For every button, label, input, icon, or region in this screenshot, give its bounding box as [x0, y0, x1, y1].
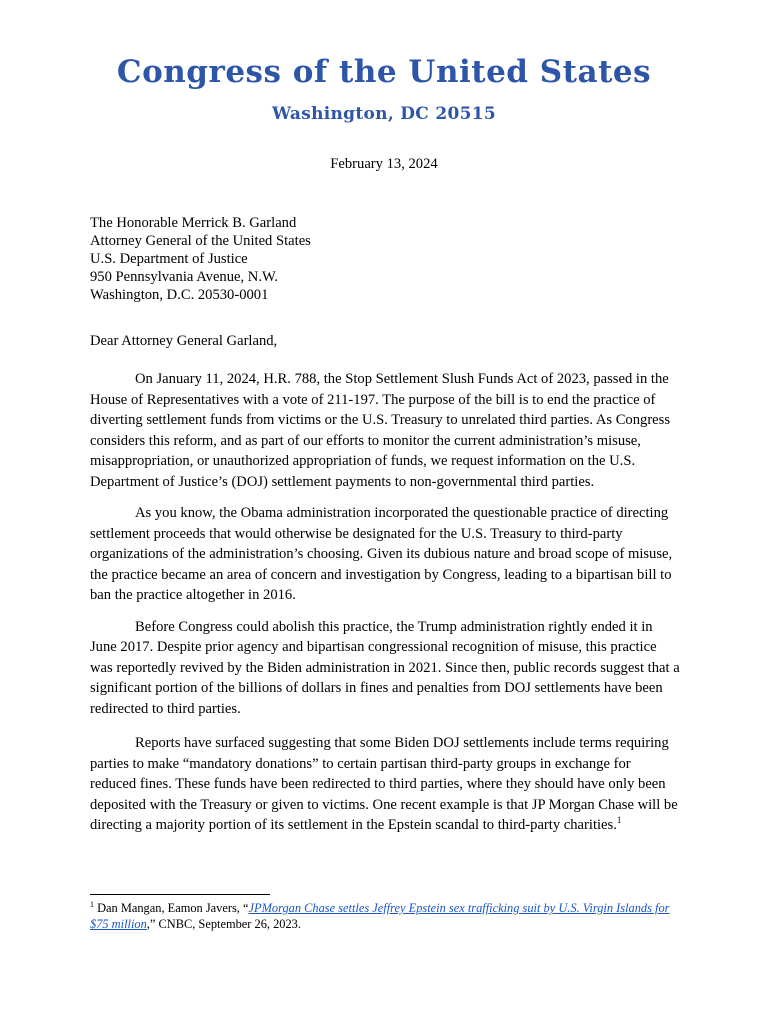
recipient-line: U.S. Department of Justice [90, 251, 248, 267]
body-paragraph: Before Congress could abolish this practice, the Trump administration rightly ended it in June 2017. Despite prior agency and bipartisan congressional recognition of misuse, this practice was reportedly revived by the Biden administration in 2021. Since then, public records suggest that a significant portion of the billions of dollars in fines and penalties from DOJ settlements have been redirected to third parties. [90, 618, 680, 717]
recipient-line: 950 Pennsylvania Avenue, N.W. [90, 269, 279, 285]
body-paragraph: Reports have surfaced suggesting that some Biden DOJ settlements include terms requiring parties to make “mandatory donations” to certain partisan third-party groups in exchange for reduced fines. These funds have been redirected to third parties, where they should have only been deposited with the Treasury or given to victims. One recent example is that JP Morgan Chase will be directing a majority portion of its settlement in the Epstein scandal to third-party charities.$^1$ [90, 735, 678, 833]
footnote [90, 900, 680, 932]
letter-body [90, 369, 680, 847]
recipient-address [90, 214, 311, 304]
letterhead-title: Congress of the United States [116, 54, 652, 90]
footnote-divider [90, 894, 270, 895]
footnote-authors: Dan Mangan, Eamon Javers, “ [97, 901, 249, 915]
recipient-line: Washington, D.C. 20530-0001 [90, 287, 269, 303]
body-paragraph: On January 11, 2024, H.R. 788, the Stop Settlement Slush Funds Act of 2023, passed in the House of Representatives with a vote of 211-197. The purpose of the bill is to end the practice of diverting settlement funds from victims or the U.S. Treasury to unrelated third parties. As Congress considers this reform, and as part of our efforts to monitor the current administration’s misuse, misappropriation, or unauthorized appropriation of funds, we request information on the U.S. Department of Justice’s (DOJ) settlement payments to non-governmental third parties. [90, 371, 671, 490]
footnote-marker[interactable]: 1 [616, 815, 622, 826]
salutation: Dear Attorney General Garland, [90, 333, 278, 349]
recipient-line: The Honorable Merrick B. Garland [90, 215, 297, 231]
letter-date: February 13, 2024 [330, 156, 438, 172]
footnote-article-link[interactable]: JPMorgan Chase settles Jeffrey Epstein sex trafficking suit by U.S. Virgin Islands for $75 million [90, 901, 670, 931]
body-paragraph: As you know, the Obama administration incorporated the questionable practice of directing settlement proceeds that would otherwise be designated for the U.S. Treasury to third-party organizations of the administration’s choosing. Given its dubious nature and broad scope of misuse, the practice became an area of concern and investigation by Congress, leading to a bipartisan bill to ban the practice altogether in 2016. [90, 505, 673, 603]
recipient-line: Attorney General of the United States [90, 233, 311, 249]
footnote-number: 1 [90, 899, 94, 909]
letterhead-subtitle: Washington, DC 20515 [272, 104, 496, 124]
footnote-source: ,” CNBC, September 26, 2023. [146, 917, 301, 931]
